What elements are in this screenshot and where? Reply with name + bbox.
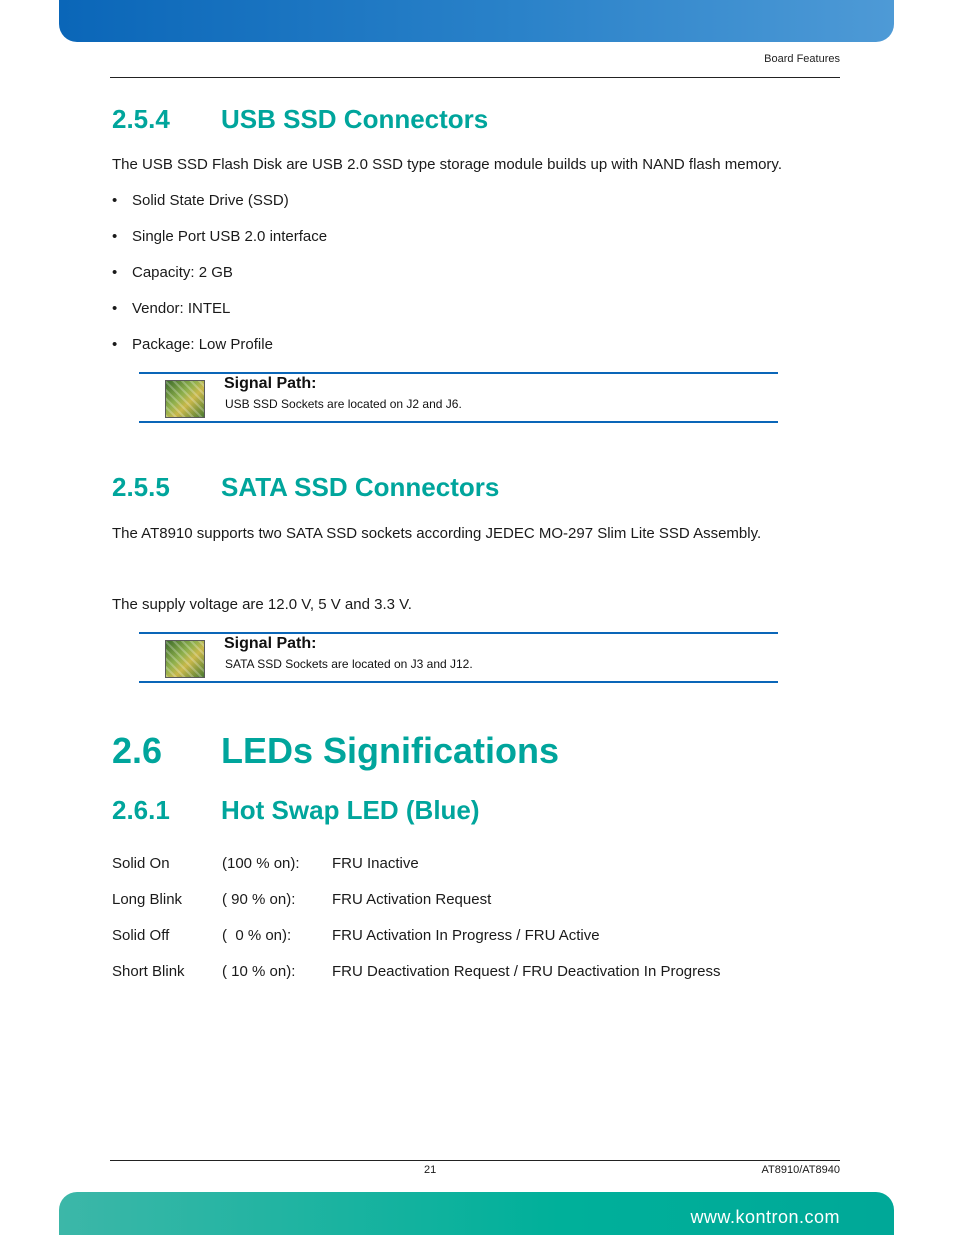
- sata-signal-path-note: [139, 632, 778, 683]
- heading-leds: [112, 730, 559, 772]
- heading-title: Hot Swap LED (Blue): [221, 795, 480, 825]
- bottom-banner: [59, 1192, 894, 1235]
- note-text: USB SSD Sockets are located on J2 and J6.: [225, 397, 462, 411]
- usb-feature-list: [112, 190, 327, 370]
- heading-number: 2.6: [112, 730, 163, 771]
- table-row: Long Blink ( 90 % on): FRU Activation Request: [112, 890, 492, 908]
- heading-usb-ssd: [112, 104, 488, 135]
- list-item: • Vendor: INTEL: [112, 298, 327, 334]
- table-row: Short Blink ( 10 % on): FRU Deactivation Request / FRU Deactivation In Progress: [112, 962, 721, 980]
- bullet-icon: •: [112, 192, 118, 209]
- website-link[interactable]: www.kontron.com: [690, 1207, 840, 1227]
- list-item: • Package: Low Profile: [112, 334, 327, 370]
- list-item: • Single Port USB 2.0 interface: [112, 226, 327, 262]
- header-rule: [110, 77, 840, 78]
- heading-title: LEDs Significations: [221, 730, 560, 771]
- usb-signal-path-note: [139, 372, 778, 423]
- table-row: Solid On (100 % on): FRU Inactive: [112, 854, 419, 872]
- top-banner: [59, 0, 894, 42]
- bullet-icon: •: [112, 228, 118, 245]
- circuit-board-icon: [165, 380, 205, 418]
- running-header: Board Features: [764, 53, 840, 65]
- footer-rule: [110, 1160, 840, 1161]
- heading-sata-ssd: [112, 472, 499, 503]
- bullet-icon: •: [112, 264, 118, 281]
- usb-intro: The USB SSD Flash Disk are USB 2.0 SSD type storage module builds up with NAND flash memory.: [112, 156, 782, 173]
- sata-supply: The supply voltage are 12.0 V, 5 V and 3.3 V.: [112, 596, 412, 613]
- table-row: Solid Off ( 0 % on): FRU Activation In Progress / FRU Active: [112, 926, 600, 944]
- heading-number: 2.6.1: [112, 795, 170, 825]
- note-title: Signal Path:: [224, 375, 317, 392]
- led-states-table: [112, 845, 720, 989]
- bullet-icon: •: [112, 336, 118, 353]
- heading-title: SATA SSD Connectors: [221, 472, 500, 502]
- bullet-icon: •: [112, 300, 118, 317]
- list-item: • Capacity: 2 GB: [112, 262, 327, 298]
- heading-hot-swap-led: [112, 795, 480, 826]
- page-number: 21: [424, 1164, 437, 1176]
- heading-number: 2.5.4: [112, 104, 170, 134]
- note-title: Signal Path:: [224, 635, 317, 652]
- note-text: SATA SSD Sockets are located on J3 and J12.: [225, 657, 473, 671]
- heading-title: USB SSD Connectors: [221, 104, 489, 134]
- heading-number: 2.5.5: [112, 472, 170, 502]
- circuit-board-icon: [165, 640, 205, 678]
- document-id: AT8910/AT8940: [761, 1164, 840, 1176]
- list-item: • Solid State Drive (SSD): [112, 190, 327, 226]
- sata-intro: The AT8910 supports two SATA SSD sockets according JEDEC MO-297 Slim Lite SSD Assembly.: [112, 525, 762, 542]
